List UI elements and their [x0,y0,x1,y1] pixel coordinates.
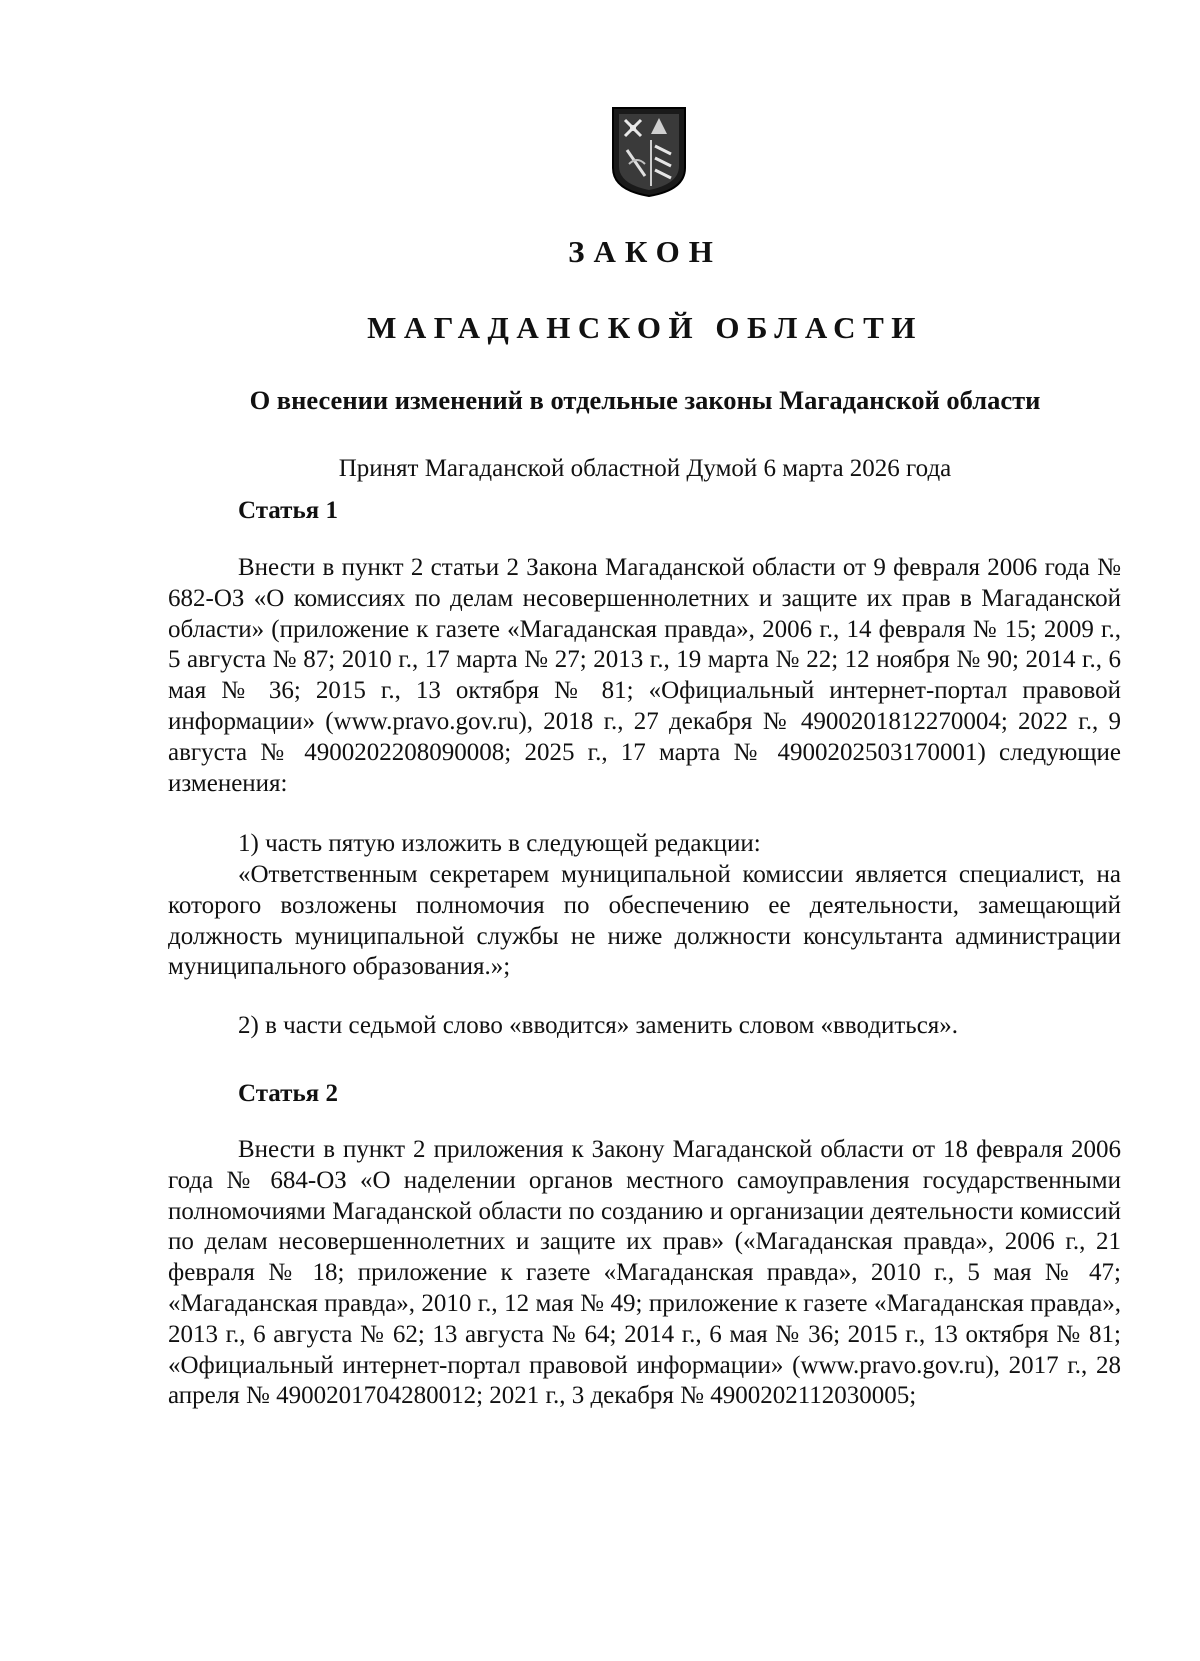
adoption-line: Принят Магаданской областной Думой 6 марта 2026 года [338,455,952,482]
article-1-item-1-title: 1) часть пятую изложить в следующей редакции: [238,830,761,857]
article-1-item-2: 2) в части седьмой слово «вводится» заменить словом «вводиться». [238,1012,959,1039]
coat-of-arms-icon [611,106,687,198]
article-1-intro: Внести в пункт 2 статьи 2 Закона Магаданской области от 9 февраля 2006 года № 682-ОЗ «О комиссиях по делам несовершеннолетних и защите их прав в Магаданской области» (приложение к газете «Магаданская правда», 2006 г., 14 февраля № 15; 2009 г., 5 августа № 87; 2010 г., 17 марта № 27; 2013 г., 19 марта № 22; 12 ноября № 90; 2014 г., 6 мая № 36; 2015 г., 13 октября № 81; «Официальный интернет-портал правовой информации» (www.pravo.gov.ru), 2018 г., 27 декабря № 4900201812270004; 2022 г., 9 августа № 4900202208090008; 2025 г., 17 марта № 4900202503170001) следующие изменения: [168,554,1121,797]
article-2-heading: Статья 2 [238,1080,338,1107]
article-1-item-1-text: «Ответственным секретарем муниципальной комиссии является специалист, на которого возложены полномочия по обеспечению ее деятельности, замещающий должность муниципальной службы не ниже должности консультанта администрации муниципального образования.»; [168,861,1121,981]
law-subject: О внесении изменений в отдельные законы Магаданской области [249,385,1041,415]
article-1-heading: Статья 1 [238,497,338,524]
region-title: МАГАДАНСКОЙ ОБЛАСТИ [367,310,923,345]
article-2-intro: Внести в пункт 2 приложения к Закону Магаданской области от 18 февраля 2006 года № 684-ОЗ «О наделении органов местного самоуправления государственными полномочиями Магаданской области по созданию и организации деятельности комиссий по делам несовершеннолетних и защите их прав» («Магаданская правда», 2006 г., 21 февраля № 18; приложение к газете «Магаданская правда», 2010 г., 5 мая № 47; «Магаданская правда», 2010 г., 12 мая № 49; приложение к газете «Магаданская правда», 2013 г., 6 августа № 62; 13 августа № 64; 2014 г., 6 мая № 36; 2015 г., 13 октября № 81; «Официальный интернет-портал правовой информации» (www.pravo.gov.ru), 2017 г., 28 апреля № 4900201704280012; 2021 г., 3 декабря № 4900202112030005; [168,1136,1121,1410]
law-title: ЗАКОН [568,234,722,269]
